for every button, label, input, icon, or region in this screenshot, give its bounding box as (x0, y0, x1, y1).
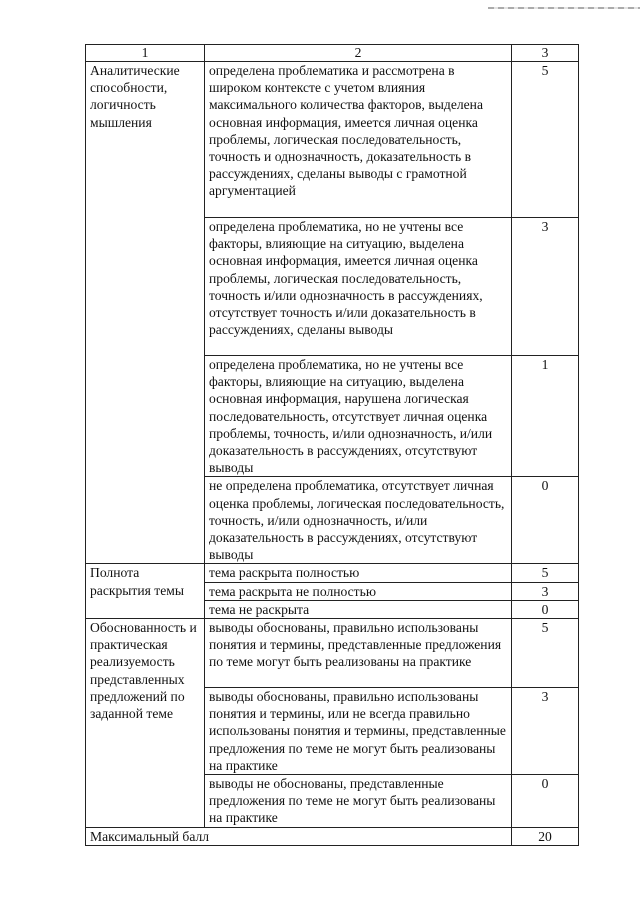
table-row (86, 564, 579, 582)
level-description: определена проблематика, но не учтены все факторы, влияющие на ситуацию, выделена основная информация, имеется личная оценка проблемы, логическая последовательность, точность и/или однозначность в рассуждениях, отсутствует точность и/или доказательность в рассуждениях, сделаны выводы (205, 218, 512, 356)
level-description: тема раскрыта полностью (205, 564, 512, 582)
header-cell-1: 1 (86, 45, 205, 62)
level-score: 0 (512, 775, 579, 828)
level-description: тема раскрыта не полностью (205, 582, 512, 600)
level-score: 3 (512, 688, 579, 775)
level-score: 1 (512, 356, 579, 477)
criterion-name-text: Обоснованность и практическая реализуемость представленных предложений по заданной теме (90, 620, 197, 722)
criterion-name (86, 564, 205, 619)
total-label: Максимальный балл (86, 827, 512, 845)
level-score: 3 (512, 582, 579, 600)
criterion-name-text: Аналитические способности, логичность мышления (90, 63, 180, 130)
level-description: определена проблематика и рассмотрена в широком контексте с учетом влияния максимального количества факторов, выделена основная информация, имеется личная оценка проблемы, логическая последовательность, точность и однозначность, доказательность в рассуждениях, сделаны выводы с грамотной аргументацией (205, 62, 512, 218)
level-score: 0 (512, 477, 579, 564)
level-score: 3 (512, 218, 579, 356)
criterion-name (86, 619, 205, 828)
level-score: 5 (512, 564, 579, 582)
evaluation-criteria-table (85, 44, 579, 846)
criterion-name (86, 62, 205, 564)
table-header-row (86, 45, 579, 62)
level-description: выводы обоснованы, правильно использованы понятия и термины, или не всегда правильно использованы понятия и термины, представленные предложения по теме не могут быть реализованы на практике (205, 688, 512, 775)
scan-edge-mark (488, 7, 640, 9)
level-description: определена проблематика, но не учтены все факторы, влияющие на ситуацию, выделена основная информация, нарушена логическая последовательность, отсутствует личная оценка проблемы, точность, и/или однозначность, и/или доказательность в рассуждениях, отсутствуют выводы (205, 356, 512, 477)
level-description: выводы обоснованы, правильно использованы понятия и термины, представленные предложения по теме могут быть реализованы на практике (205, 619, 512, 688)
table-row (86, 619, 579, 688)
total-score: 20 (512, 827, 579, 845)
header-cell-3: 3 (512, 45, 579, 62)
level-score: 0 (512, 600, 579, 618)
level-description: выводы не обоснованы, представленные предложения по теме не могут быть реализованы на практике (205, 775, 512, 828)
table-row (86, 62, 579, 218)
level-description: не определена проблематика, отсутствует личная оценка проблемы, логическая последовательность, точность, и/или однозначность, и/или доказательность в рассуждениях, отсутствуют выводы (205, 477, 512, 564)
header-cell-2: 2 (205, 45, 512, 62)
level-description: тема не раскрыта (205, 600, 512, 618)
criterion-name-text: Полнота раскрытия темы (90, 565, 184, 598)
total-row (86, 827, 579, 845)
level-score: 5 (512, 619, 579, 688)
level-score: 5 (512, 62, 579, 218)
